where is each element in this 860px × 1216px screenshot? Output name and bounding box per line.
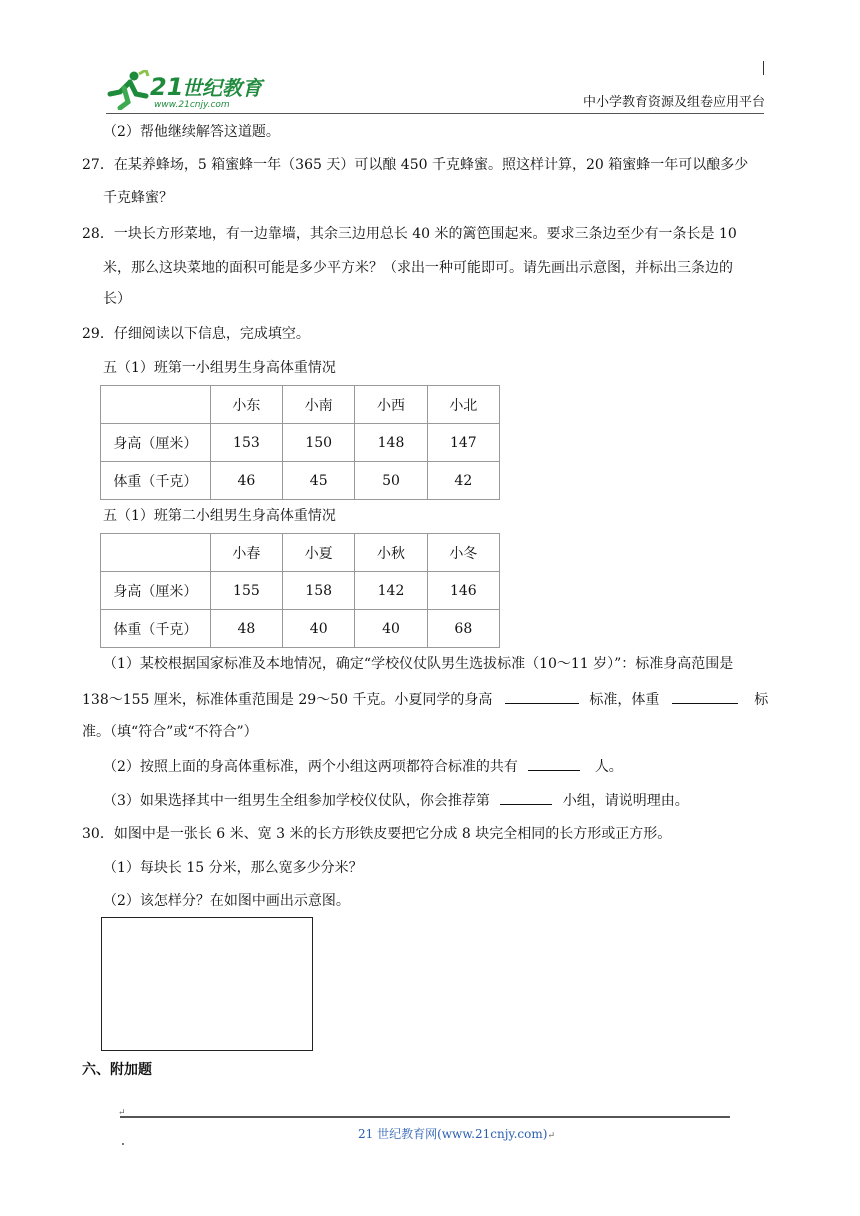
table-2-header-cell: 小秋	[355, 534, 427, 572]
table-2-title: 五（1）班第二小组男生身高体重情况	[103, 508, 336, 524]
table-cell: 48	[210, 610, 282, 648]
table-1-header-cell: 小东	[210, 386, 282, 424]
table-2-row-label: 身高（厘米）	[101, 572, 211, 610]
question-27-line-2: 千克蜂蜜？	[103, 190, 173, 206]
table-1-header-cell	[101, 386, 211, 424]
table-group-1	[100, 385, 500, 500]
table-1-row-label: 身高（厘米）	[101, 424, 211, 462]
table-cell: 142	[355, 572, 427, 610]
header-rule	[106, 113, 764, 114]
table-group-2	[100, 533, 500, 648]
table-cell: 155	[210, 572, 282, 610]
table-cell: 150	[283, 424, 355, 462]
iron-sheet-rectangle[interactable]	[101, 917, 313, 1051]
table-row	[101, 424, 500, 462]
question-28-line-3: 长）	[103, 291, 131, 307]
text-segment: （2）按照上面的身高体重标准，两个小组这两项都符合标准的共有	[103, 759, 518, 775]
page-header	[0, 0, 860, 118]
table-cell: 148	[355, 424, 427, 462]
text-segment: 标准，体重	[589, 692, 660, 708]
table-row	[101, 572, 500, 610]
table-2-header-cell: 小春	[210, 534, 282, 572]
height-answer-blank[interactable]	[505, 689, 579, 704]
table-cell: 147	[427, 424, 499, 462]
table-1-header-cell: 小西	[355, 386, 427, 424]
table-cell: 153	[210, 424, 282, 462]
table-cell: 146	[427, 572, 499, 610]
table-2-header-cell: 小夏	[283, 534, 355, 572]
table-cell: 50	[355, 462, 427, 500]
table-1-header-cell: 小北	[427, 386, 499, 424]
table-1-header-row	[101, 386, 500, 424]
table-cell: 40	[283, 610, 355, 648]
table-cell: 68	[427, 610, 499, 648]
question-30-part-2: （2）该怎样分？在如图中画出示意图。	[103, 893, 350, 909]
section-6-heading: 六、附加题	[82, 1062, 152, 1078]
table-1-row-label: 体重（千克）	[101, 462, 211, 500]
platform-name: 中小学教育资源及组卷应用平台	[583, 95, 766, 110]
footer-site-link[interactable]	[358, 1125, 555, 1142]
text-segment: 标	[754, 692, 769, 708]
logo-number: 21	[150, 73, 184, 101]
table-2-row-label: 体重（千克）	[101, 610, 211, 648]
text-segment: 138～155 厘米，标准体重范围是 29～50 千克。小夏同学的身高	[82, 692, 493, 708]
table-2-header-cell	[101, 534, 211, 572]
question-29-part-3	[103, 790, 689, 811]
footer-site-name: 21 世纪教育网	[358, 1127, 438, 1141]
question-27-line-1: 27．在某养蜂场，5 箱蜜蜂一年（365 天）可以酿 450 千克蜂蜜。照这样计算，20 箱蜜蜂一年可以酿多少	[82, 157, 749, 173]
table-2-header-cell: 小冬	[427, 534, 499, 572]
header-cursor-mark	[763, 61, 764, 75]
site-logo	[106, 70, 296, 112]
question-29-part-1-line-1: （1）某校根据国家标准及本地情况，确定“学校仪仗队男生选拔标准（10～11 岁）”：标准身高范围是	[103, 656, 734, 672]
question-29-part-2	[103, 756, 623, 777]
footer-rule	[120, 1116, 730, 1118]
text-segment: 小组，请说明理由。	[562, 793, 689, 809]
text-segment: 人。	[594, 759, 623, 775]
table-cell: 45	[283, 462, 355, 500]
footer-site-url: (www.21cnjy.com)	[437, 1127, 548, 1141]
table-1-header-cell: 小南	[283, 386, 355, 424]
runner-icon	[106, 70, 150, 110]
question-30-part-1: （1）每块长 15 分米，那么宽多少分米？	[103, 860, 363, 876]
question-29-intro: 29．仔细阅读以下信息，完成填空。	[82, 326, 310, 342]
table-cell: 42	[427, 462, 499, 500]
group-answer-blank[interactable]	[500, 790, 552, 805]
question-30-intro: 30．如图中是一张长 6 米、宽 3 米的长方形铁皮要把它分成 8 块完全相同的长方形或正方形。	[82, 826, 672, 842]
count-answer-blank[interactable]	[528, 756, 580, 771]
table-row	[101, 610, 500, 648]
table-cell: 158	[283, 572, 355, 610]
table-cell: 46	[210, 462, 282, 500]
question-28-line-1: 28．一块长方形菜地，有一边靠墙，其余三边用总长 40 米的篱笆围起来。要求三条边至少有一条长是 10	[82, 226, 737, 242]
text-segment: （3）如果选择其中一组男生全组参加学校仪仗队，你会推荐第	[103, 793, 490, 809]
logo-url: www.21cnjy.com	[154, 100, 230, 110]
footer-dot	[122, 1143, 124, 1145]
question-26-part-2: （2）帮他继续解答这道题。	[103, 124, 280, 140]
question-29-part-1-line-3: 准。（填“符合”或“不符合”）	[82, 724, 258, 740]
paragraph-mark-icon: ↵	[547, 1131, 555, 1141]
table-2-header-row	[101, 534, 500, 572]
table-row	[101, 462, 500, 500]
weight-answer-blank[interactable]	[672, 689, 738, 704]
question-29-part-1-line-2	[82, 689, 768, 710]
logo-text: 世纪教育	[182, 76, 262, 100]
paragraph-mark-icon: ↵	[118, 1108, 126, 1118]
question-28-line-2: 米，那么这块菜地的面积可能是多少平方米？（求出一种可能即可。请先画出示意图，并标出三条边的	[103, 260, 733, 276]
table-1-title: 五（1）班第一小组男生身高体重情况	[103, 360, 336, 376]
table-cell: 40	[355, 610, 427, 648]
